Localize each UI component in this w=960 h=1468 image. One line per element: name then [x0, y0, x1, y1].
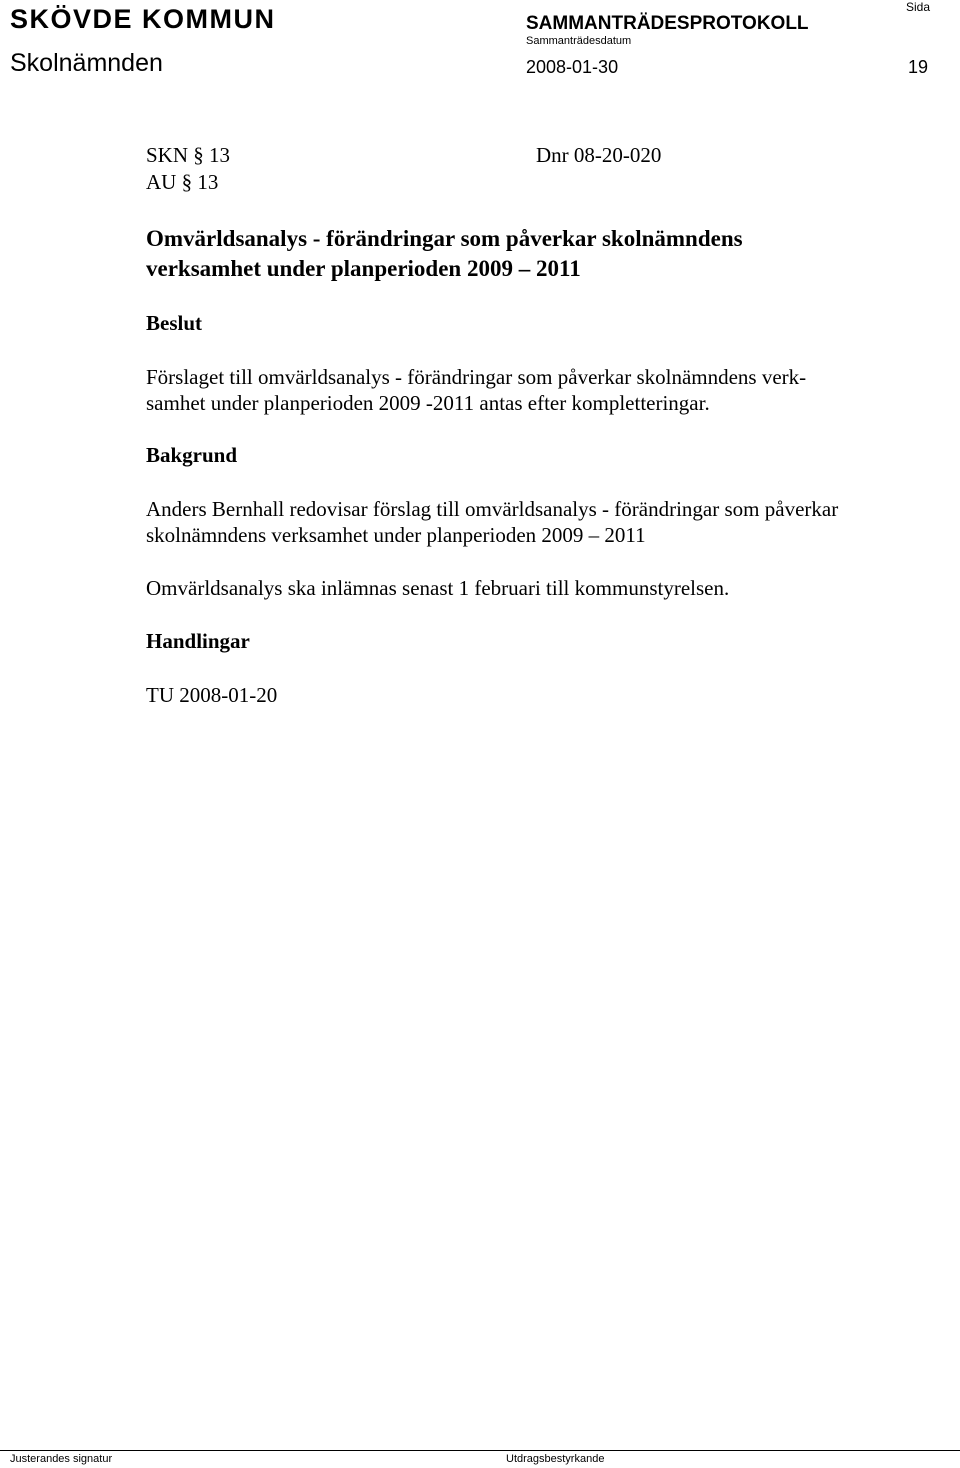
bakgrund-text-paragraph-2: Omvärldsanalys ska inlämnas senast 1 februari till kommunstyrelsen.: [146, 576, 730, 600]
skn-reference: SKN § 13: [146, 143, 231, 167]
bakgrund-text-line-2: skolnämndens verksamhet under planperioden 2009 – 2011: [146, 523, 646, 547]
bakgrund-text-line-1: Anders Bernhall redovisar förslag till omvärldsanalys - förändringar som påverkar: [146, 497, 839, 521]
beslut-heading: Beslut: [146, 311, 203, 335]
footer-divider: [0, 1450, 960, 1451]
signature-label: Justerandes signatur: [10, 1453, 113, 1465]
beslut-text-line-2: samhet under planperioden 2009 -2011 antas efter kompletteringar.: [146, 391, 710, 415]
au-reference: AU § 13: [146, 170, 219, 194]
handlingar-heading: Handlingar: [146, 629, 250, 653]
extract-certification-label: Utdragsbestyrkande: [506, 1453, 605, 1465]
handlingar-item: TU 2008-01-20: [146, 683, 278, 707]
dnr-reference: Dnr 08-20-020: [536, 143, 662, 167]
bakgrund-heading: Bakgrund: [146, 443, 238, 467]
municipality-logo: SKÖVDE KOMMUN: [10, 4, 276, 34]
committee-name: Skolnämnden: [10, 49, 163, 77]
beslut-text-line-1: Förslaget till omvärldsanalys - förändringar som påverkar skolnämndens verk-: [146, 365, 807, 389]
item-title-line-2: verksamhet under planperioden 2009 – 2011: [146, 256, 581, 281]
protocol-title: SAMMANTRÄDESPROTOKOLL: [526, 13, 809, 34]
meeting-date-label: Sammanträdesdatum: [526, 35, 632, 47]
meeting-date: 2008-01-30: [526, 57, 619, 77]
item-title-line-1: Omvärldsanalys - förändringar som påverkar skolnämndens: [146, 226, 743, 251]
page-label: Sida: [906, 0, 931, 14]
page-number: 19: [908, 57, 929, 77]
